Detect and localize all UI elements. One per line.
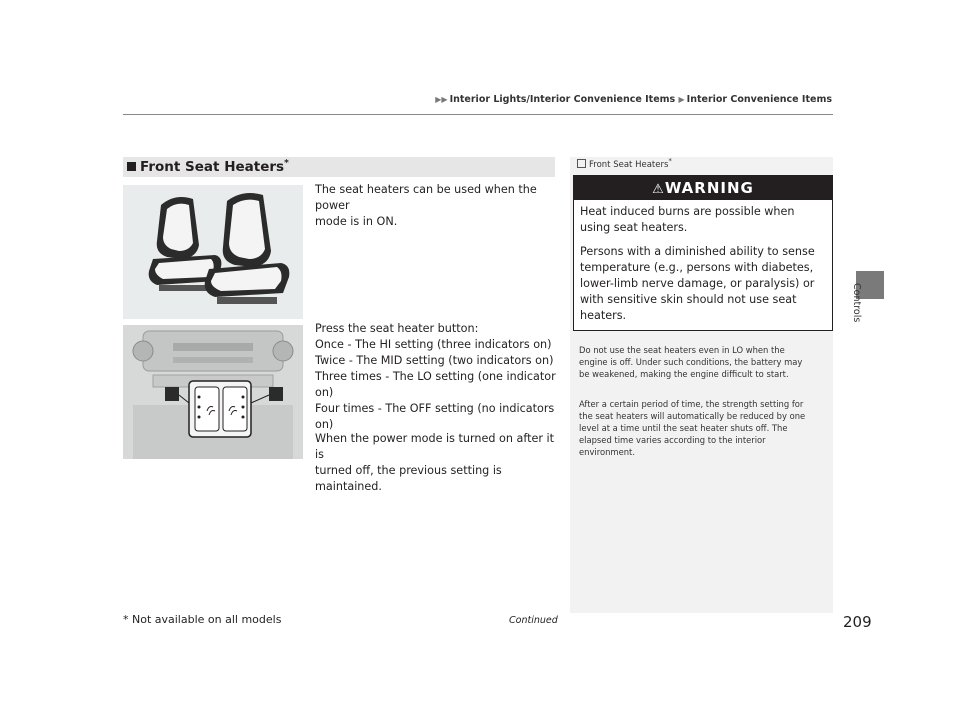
chapter-label: Controls [851, 283, 862, 323]
section-heading: Front Seat Heaters* [123, 157, 555, 177]
warning-header: ⚠WARNING [574, 176, 832, 200]
intro-paragraph: The seat heaters can be used when the power mode is in ON. [315, 183, 537, 228]
sidebar-note-2: After a certain period of time, the strength setting for the seat heaters will automatically be reduced by one level at a time until the seat heater shuts off. The elapsed time varies according to the interior environment. [579, 399, 806, 457]
header-rule [123, 114, 833, 115]
warning-triangle-icon: ⚠ [652, 182, 665, 197]
reference-marker-icon [577, 159, 586, 168]
instructions-paragraph: Press the seat heater button: Once - The HI setting (three indicators on) Twice - The MID setting (two indicators on) Three times - The LO setting (one indicator on) Four times - The OFF setting (no indicators on) [315, 322, 556, 431]
breadcrumb-item: Interior Convenience Items [686, 94, 832, 105]
arrow-icon: ▶ [678, 95, 685, 104]
page-number: 209 [843, 613, 872, 631]
seat-heater-button-illustration [123, 325, 303, 459]
seats-illustration [123, 185, 303, 319]
double-arrow-icon: ▶▶ [435, 95, 448, 104]
seat-right [205, 193, 290, 304]
warning-text-2: Persons with a diminished ability to sense temperature (e.g., persons with diabetes, lower-limb nerve damage, or paralysis) or with sensitive skin should not use seat heaters. [580, 245, 815, 322]
sidebar-title: Front Seat Heaters* [577, 157, 672, 170]
breadcrumb-item: Interior Lights/Interior Convenience Items [449, 94, 676, 105]
square-bullet-icon [127, 162, 136, 171]
breadcrumb [435, 94, 832, 105]
memory-paragraph: When the power mode is turned on after it is turned off, the previous setting is maintained. [315, 432, 555, 493]
continued-label: Continued [509, 615, 558, 626]
sidebar-note-1: Do not use the seat heaters even in LO when the engine is off. Under such conditions, the battery may be weakened, making the engine difficult to start. [579, 345, 803, 379]
warning-text-1: Heat induced burns are possible when using seat heaters. [580, 205, 795, 234]
footnote: * Not available on all models [123, 613, 282, 626]
